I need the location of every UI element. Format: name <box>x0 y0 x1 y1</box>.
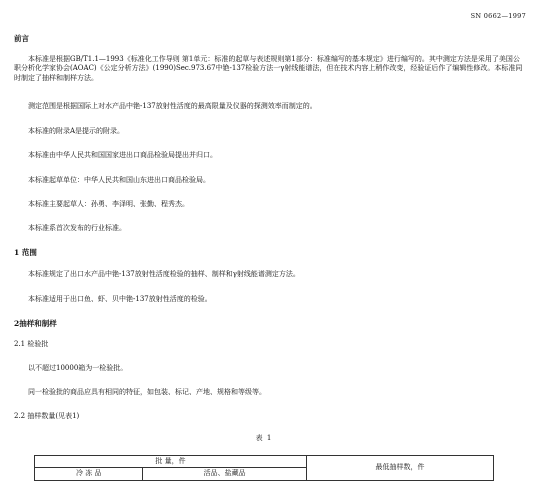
section-2-1-paragraph-1: 以不超过10000箱为一检验批。 <box>28 364 128 372</box>
section-1-heading: 1 范围 <box>14 248 37 257</box>
foreword-paragraph-1: 本标准是根据GB/T1.1—1993《标准化工作导则 第1单元：标准的起草与表述规则第1部分：标准编写的基本规定》进行编写的。其中测定方法是采用了美国公职分析化学家协会(AOAC)《公定分析方法》(1990)Sec.973.67中铯-137检验方法一γ射线能谱法，但在技术内容上稍作改变，经验证后作了编辑性修改。本标准同时制定了抽样和制样方法。 <box>14 55 523 82</box>
table-header-min-sample: 最低抽样数，件 <box>306 456 493 481</box>
section-1-paragraph-1: 本标准规定了出口水产品中铯-137放射性活度检验的抽样、制样和γ射线能谱测定方法。 <box>28 270 300 278</box>
table-1-caption: 表 1 <box>255 434 273 442</box>
table-1 <box>34 455 494 481</box>
foreword-paragraph-6: 本标准主要起草人：孙勇、李泽明、张勤、程秀杰。 <box>28 200 189 208</box>
table-col-fresh-salted: 活品、盐藏品 <box>143 468 307 480</box>
section-2-1-paragraph-2: 同一检验批的商品应具有相同的特征，如包装、标记、产地、规格和等级等。 <box>28 388 266 396</box>
foreword-heading: 前言 <box>14 34 29 43</box>
foreword-paragraph-4: 本标准由中华人民共和国国家进出口商品检验局提出并归口。 <box>28 151 217 159</box>
foreword-paragraph-5: 本标准起草单位：中华人民共和国山东进出口商品检验局。 <box>28 176 210 184</box>
foreword-paragraph-7: 本标准系首次发布的行业标准。 <box>28 224 126 232</box>
foreword-paragraph-3: 本标准的附录A是提示的附录。 <box>28 127 125 135</box>
document-number: SN 0662—1997 <box>470 12 526 20</box>
table-header-batch: 批 量，件 <box>35 456 307 468</box>
section-2-1-heading: 2.1 检验批 <box>14 340 49 348</box>
section-1-paragraph-2: 本标准适用于出口鱼、虾、贝中铯-137放射性活度的检验。 <box>28 295 212 303</box>
section-2-2-heading: 2.2 抽样数量(见表1) <box>14 412 80 420</box>
foreword-paragraph-2: 测定范围是根据国际上对水产品中铯-137放射性活度的最高限量及仪器的探测效率而制定的。 <box>28 102 317 110</box>
table-col-frozen: 冷 冻 品 <box>35 468 143 480</box>
section-2-heading: 2抽样和制样 <box>14 319 57 328</box>
